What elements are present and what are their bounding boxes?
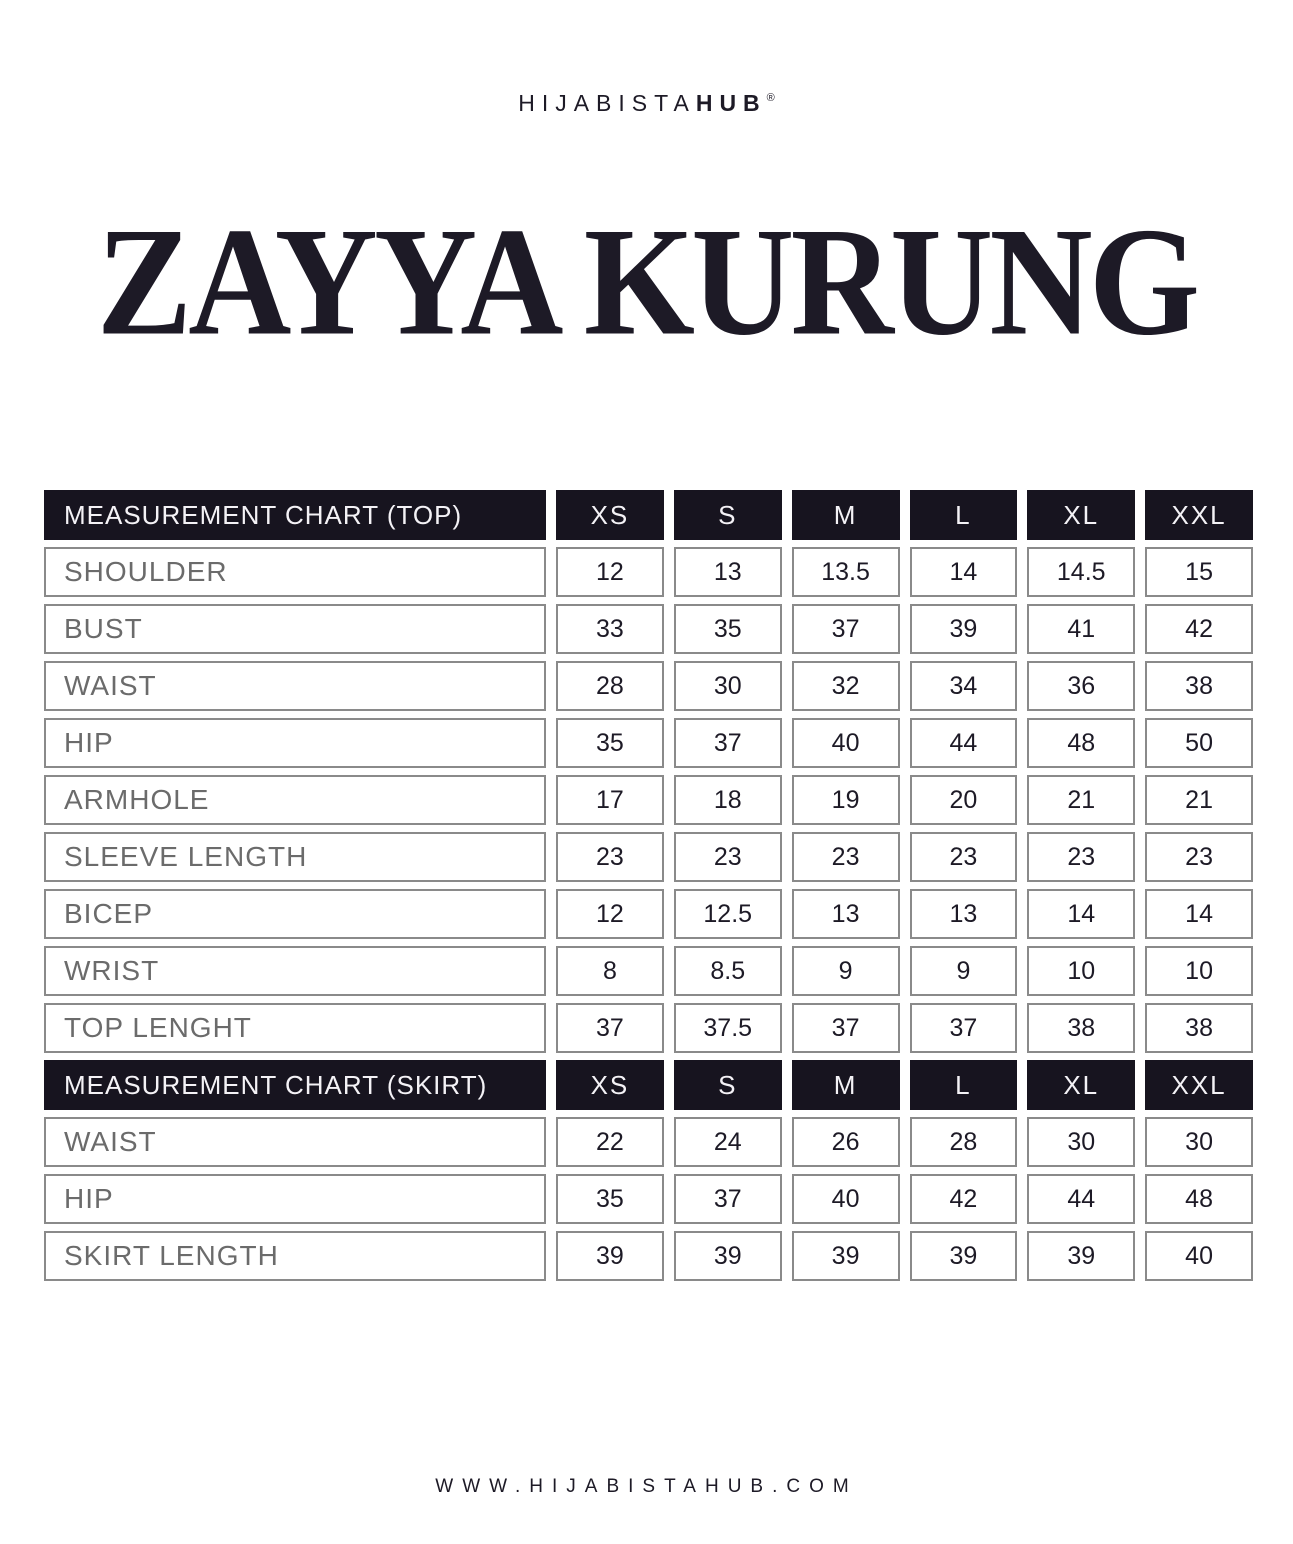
size-header-cell: XL [1027,1060,1135,1110]
measurement-value-cell: 40 [792,718,900,768]
section-title-cell: MEASUREMENT CHART (SKIRT) [44,1060,546,1110]
measurement-row [44,547,1253,597]
measurement-label-cell: HIP [44,718,546,768]
measurement-row [44,604,1253,654]
measurement-label-cell: WAIST [44,661,546,711]
section-title-cell: MEASUREMENT CHART (TOP) [44,490,546,540]
measurement-label-cell: ARMHOLE [44,775,546,825]
measurement-label-cell: SLEEVE LENGTH [44,832,546,882]
measurement-value-cell: 24 [674,1117,782,1167]
measurement-value-cell: 39 [556,1231,664,1281]
measurement-value-cell: 21 [1145,775,1253,825]
measurement-value-cell: 40 [792,1174,900,1224]
measurement-row [44,946,1253,996]
measurement-value-cell: 41 [1027,604,1135,654]
measurement-value-cell: 23 [1027,832,1135,882]
measurement-value-cell: 37.5 [674,1003,782,1053]
measurement-value-cell: 30 [1027,1117,1135,1167]
measurement-value-cell: 13 [910,889,1018,939]
measurement-value-cell: 37 [792,1003,900,1053]
measurement-label-cell: BICEP [44,889,546,939]
measurement-label-cell: WRIST [44,946,546,996]
measurement-value-cell: 23 [1145,832,1253,882]
measurement-row [44,718,1253,768]
registered-trademark-mark: ® [766,92,775,104]
measurement-label-cell: SKIRT LENGTH [44,1231,546,1281]
measurement-value-cell: 36 [1027,661,1135,711]
measurement-value-cell: 23 [674,832,782,882]
website-url: WWW.HIJABISTAHUB.COM [435,1476,858,1497]
measurement-value-cell: 37 [674,718,782,768]
size-header-cell: XS [556,490,664,540]
measurement-value-cell: 23 [556,832,664,882]
brand-logo [0,90,1293,117]
measurement-value-cell: 40 [1145,1231,1253,1281]
measurement-value-cell: 8.5 [674,946,782,996]
measurement-row [44,1231,1253,1281]
measurement-row [44,775,1253,825]
measurement-value-cell: 39 [910,604,1018,654]
measurement-value-cell: 9 [792,946,900,996]
measurement-value-cell: 20 [910,775,1018,825]
measurement-value-cell: 28 [556,661,664,711]
measurement-value-cell: 10 [1027,946,1135,996]
measurement-value-cell: 17 [556,775,664,825]
measurement-value-cell: 38 [1027,1003,1135,1053]
size-header-cell: XXL [1145,490,1253,540]
size-header-cell: L [910,490,1018,540]
measurement-label-cell: BUST [44,604,546,654]
section-header-row [44,490,1253,540]
measurement-value-cell: 35 [556,718,664,768]
measurement-row [44,889,1253,939]
measurement-value-cell: 14 [1145,889,1253,939]
measurement-value-cell: 32 [792,661,900,711]
measurement-value-cell: 37 [556,1003,664,1053]
measurement-value-cell: 37 [792,604,900,654]
measurement-value-cell: 28 [910,1117,1018,1167]
measurement-row [44,832,1253,882]
brand-logo-light-text: HIJABISTA [518,90,696,116]
size-header-cell: XL [1027,490,1135,540]
measurement-value-cell: 38 [1145,661,1253,711]
measurement-value-cell: 33 [556,604,664,654]
measurement-value-cell: 22 [556,1117,664,1167]
measurement-value-cell: 12 [556,547,664,597]
measurement-value-cell: 50 [1145,718,1253,768]
measurement-value-cell: 13 [674,547,782,597]
brand-logo-bold-text: HUB [695,90,767,116]
measurement-value-cell: 14.5 [1027,547,1135,597]
size-header-cell: XXL [1145,1060,1253,1110]
measurement-label-cell: TOP LENGHT [44,1003,546,1053]
measurement-value-cell: 39 [792,1231,900,1281]
measurement-value-cell: 44 [1027,1174,1135,1224]
measurement-value-cell: 23 [910,832,1018,882]
size-header-cell: S [674,1060,782,1110]
product-title: ZAYYA KURUNG [96,195,1197,368]
measurement-value-cell: 44 [910,718,1018,768]
size-header-cell: M [792,490,900,540]
measurement-label-cell: WAIST [44,1117,546,1167]
size-header-cell: S [674,490,782,540]
size-header-cell: XS [556,1060,664,1110]
measurement-value-cell: 13.5 [792,547,900,597]
measurement-value-cell: 37 [910,1003,1018,1053]
measurement-value-cell: 10 [1145,946,1253,996]
measurement-row [44,1003,1253,1053]
measurement-value-cell: 23 [792,832,900,882]
measurement-value-cell: 19 [792,775,900,825]
measurement-value-cell: 14 [910,547,1018,597]
measurement-value-cell: 26 [792,1117,900,1167]
measurement-value-cell: 39 [674,1231,782,1281]
measurement-row [44,1174,1253,1224]
measurement-value-cell: 15 [1145,547,1253,597]
measurement-label-cell: SHOULDER [44,547,546,597]
measurement-value-cell: 35 [674,604,782,654]
measurement-value-cell: 48 [1145,1174,1253,1224]
measurement-value-cell: 14 [1027,889,1135,939]
measurement-value-cell: 42 [1145,604,1253,654]
measurement-value-cell: 38 [1145,1003,1253,1053]
section-header-row [44,1060,1253,1110]
measurement-value-cell: 9 [910,946,1018,996]
size-header-cell: L [910,1060,1018,1110]
measurement-value-cell: 21 [1027,775,1135,825]
measurement-value-cell: 30 [1145,1117,1253,1167]
measurement-value-cell: 42 [910,1174,1018,1224]
measurement-value-cell: 48 [1027,718,1135,768]
measurement-value-cell: 8 [556,946,664,996]
measurement-label-cell: HIP [44,1174,546,1224]
measurement-value-cell: 18 [674,775,782,825]
measurement-value-cell: 12.5 [674,889,782,939]
measurement-table [44,490,1253,1288]
measurement-value-cell: 37 [674,1174,782,1224]
measurement-value-cell: 30 [674,661,782,711]
measurement-value-cell: 39 [1027,1231,1135,1281]
measurement-value-cell: 39 [910,1231,1018,1281]
measurement-value-cell: 13 [792,889,900,939]
size-header-cell: M [792,1060,900,1110]
measurement-row [44,1117,1253,1167]
measurement-value-cell: 35 [556,1174,664,1224]
measurement-row [44,661,1253,711]
measurement-value-cell: 12 [556,889,664,939]
measurement-value-cell: 34 [910,661,1018,711]
